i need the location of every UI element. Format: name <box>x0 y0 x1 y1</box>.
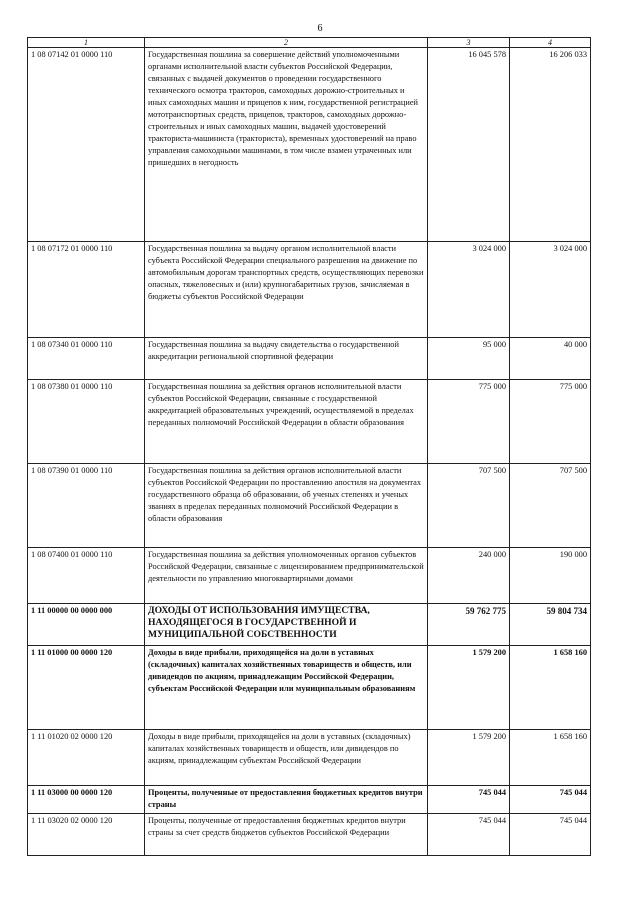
value-col-3: 775 000 <box>428 380 510 464</box>
value-col-3: 745 044 <box>428 814 510 856</box>
table-row-subsection <box>28 786 591 814</box>
kbk-code: 1 11 01000 00 0000 120 <box>28 646 145 730</box>
kbk-code: 1 08 07340 01 0000 110 <box>28 338 145 380</box>
value-col-4: 3 024 000 <box>510 242 591 338</box>
value-col-3: 59 762 775 <box>428 604 510 646</box>
revenue-description: Доходы в виде прибыли, приходящейся на доли в уставных (складочных) капиталах хозяйственных товариществ и обществ, или дивидендов по акциям, принадлежащим Российской Федерации, субъектам Российской Федерации или муниципальным образованиям <box>145 646 428 730</box>
value-col-3: 745 044 <box>428 786 510 814</box>
revenue-description: Государственная пошлина за совершение действий уполномоченными органами исполнительной власти субъектов Российской Федерации, связанных с выдачей документов о проведении государственного технического осмотра тракторов, самоходных дорожно-строительных и иных самоходных машин и прицепов к ним, государственной регистрацией мототранспортных средств, прицепов, тракторов, самоходных дорожно-строительных и иных самоходных машин, выдачей удостоверений тракториста-машиниста (тракториста), временных удостоверений на право управления самоходными машинами, в том числе взамен утраченных или пришедших в негодность <box>145 48 428 242</box>
table-header-row <box>28 38 591 48</box>
value-col-3: 3 024 000 <box>428 242 510 338</box>
value-col-4: 190 000 <box>510 548 591 604</box>
kbk-code: 1 08 07380 01 0000 110 <box>28 380 145 464</box>
page-number: 6 <box>317 23 323 34</box>
kbk-code: 1 08 07142 01 0000 110 <box>28 48 145 242</box>
value-col-3: 707 500 <box>428 464 510 548</box>
table-row <box>28 338 591 380</box>
value-col-4: 707 500 <box>510 464 591 548</box>
table-row <box>28 464 591 548</box>
table-row-section-header <box>28 604 591 646</box>
value-col-3: 16 045 578 <box>428 48 510 242</box>
revenue-description: Проценты, полученные от предоставления бюджетных кредитов внутри страны за счет средств бюджетов субъектов Российской Федерации <box>145 814 428 856</box>
revenue-description: Проценты, полученные от предоставления бюджетных кредитов внутри страны <box>145 786 428 814</box>
kbk-code: 1 11 03020 02 0000 120 <box>28 814 145 856</box>
table-row <box>28 548 591 604</box>
header-col-3: 3 <box>428 38 510 48</box>
kbk-code: 1 11 00000 00 0000 000 <box>28 604 145 646</box>
value-col-4: 745 044 <box>510 814 591 856</box>
value-col-3: 240 000 <box>428 548 510 604</box>
value-col-4: 1 658 160 <box>510 730 591 786</box>
table-row <box>28 380 591 464</box>
value-col-4: 40 000 <box>510 338 591 380</box>
budget-table <box>27 37 591 856</box>
revenue-description: ДОХОДЫ ОТ ИСПОЛЬЗОВАНИЯ ИМУЩЕСТВА, НАХОДЯЩЕГОСЯ В ГОСУДАРСТВЕННОЙ И МУНИЦИПАЛЬНОЙ СОБСТВЕННОСТИ <box>145 604 428 646</box>
table-row <box>28 242 591 338</box>
header-col-2: 2 <box>145 38 428 48</box>
kbk-code: 1 08 07172 01 0000 110 <box>28 242 145 338</box>
value-col-3: 1 579 200 <box>428 730 510 786</box>
kbk-code: 1 11 01020 02 0000 120 <box>28 730 145 786</box>
revenue-description: Доходы в виде прибыли, приходящейся на доли в уставных (складочных) капиталах хозяйственных товариществ и обществ, или дивидендов по акциям, принадлежащим субъектам Российской Федерации <box>145 730 428 786</box>
value-col-4: 16 206 033 <box>510 48 591 242</box>
value-col-3: 95 000 <box>428 338 510 380</box>
kbk-code: 1 08 07390 01 0000 110 <box>28 464 145 548</box>
header-col-1: 1 <box>28 38 145 48</box>
table-row <box>28 730 591 786</box>
header-col-4: 4 <box>510 38 591 48</box>
revenue-description: Государственная пошлина за выдачу органом исполнительной власти субъекта Российской Федерации специального разрешения на движение по автомобильным дорогам транспортных средств, осуществляющих перевозки опасных, тяжеловесных и (или) крупногабаритных грузов, зачисляемая в бюджеты субъектов Российской Федерации <box>145 242 428 338</box>
table-row-subsection <box>28 646 591 730</box>
value-col-3: 1 579 200 <box>428 646 510 730</box>
kbk-code: 1 11 03000 00 0000 120 <box>28 786 145 814</box>
table-row <box>28 48 591 242</box>
revenue-description: Государственная пошлина за действия органов исполнительной власти субъектов Российской Федерации, связанные с государственной аккредитацией образовательных учреждений, осуществляемой в пределах переданных полномочий Российской Федерации в области образования <box>145 380 428 464</box>
revenue-description: Государственная пошлина за действия органов исполнительной власти субъектов Российской Федерации по проставлению апостиля на документах государственного образца об образовании, об ученых степенях и ученых званиях в пределах переданных полномочий Российской Федерации в области образования <box>145 464 428 548</box>
kbk-code: 1 08 07400 01 0000 110 <box>28 548 145 604</box>
value-col-4: 1 658 160 <box>510 646 591 730</box>
table-row <box>28 814 591 856</box>
revenue-description: Государственная пошлина за действия уполномоченных органов субъектов Российской Федерации, связанные с лицензированием предпринимательской деятельности по управлению многоквартирными домами <box>145 548 428 604</box>
value-col-4: 745 044 <box>510 786 591 814</box>
value-col-4: 775 000 <box>510 380 591 464</box>
value-col-4: 59 804 734 <box>510 604 591 646</box>
revenue-description: Государственная пошлина за выдачу свидетельства о государственной аккредитации региональной спортивной федерации <box>145 338 428 380</box>
